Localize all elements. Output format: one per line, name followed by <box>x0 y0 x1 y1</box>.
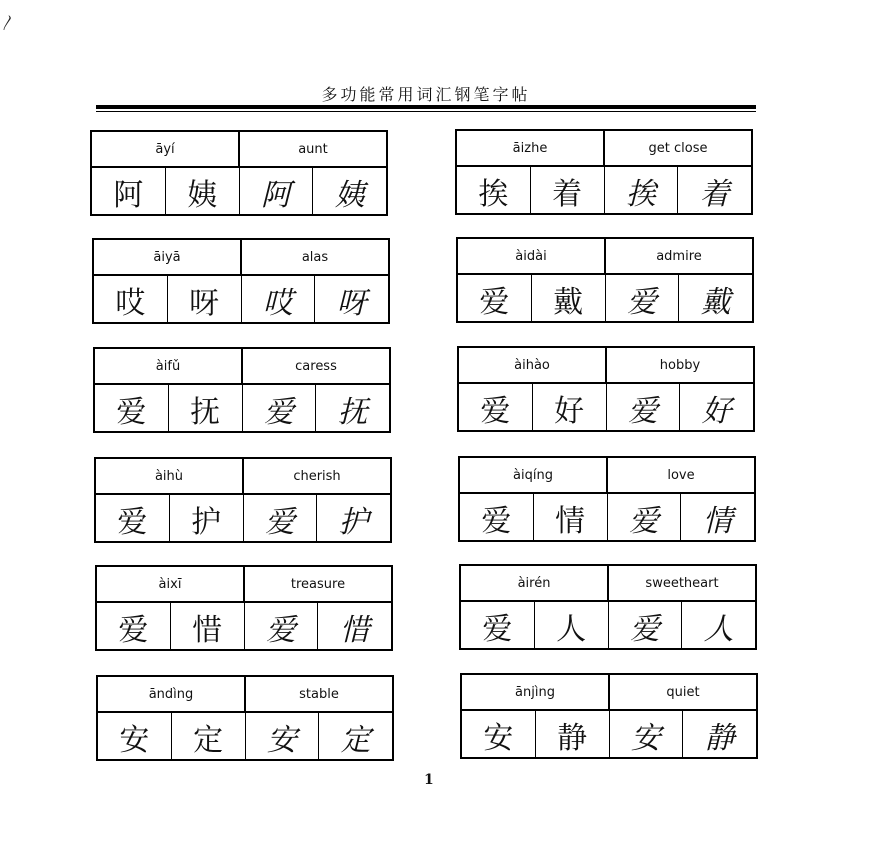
handwritten-char: 爱 <box>245 603 319 651</box>
english-label: quiet <box>666 684 700 700</box>
word-card <box>93 347 391 433</box>
pinyin-label: àihù <box>96 459 244 493</box>
print-char: 姨 <box>166 168 240 216</box>
english-label: get close <box>648 140 708 156</box>
page-title: 多功能常用词汇钢笔字帖 <box>321 85 531 104</box>
handwritten-char: 好 <box>701 394 732 429</box>
english-label: stable <box>299 686 339 702</box>
handwritten-char: 惜 <box>339 613 370 648</box>
pinyin-label: àirén <box>461 566 609 600</box>
page-header <box>96 78 756 118</box>
page-number: 1 <box>424 772 434 788</box>
print-char: 呀 <box>168 276 242 324</box>
english-label: alas <box>301 249 329 265</box>
print-char: 静 <box>536 711 610 759</box>
print-char: 爱 <box>460 494 534 542</box>
pinyin-label: āndìng <box>98 677 246 711</box>
pinyin-label: āyí <box>92 132 240 166</box>
print-char: 人 <box>535 602 609 650</box>
handwritten-char: 爱 <box>243 385 317 433</box>
handwritten-char: 抚 <box>337 395 368 430</box>
handwritten-char: 着 <box>699 177 730 212</box>
word-card <box>95 565 393 651</box>
handwritten-char: 情 <box>702 504 733 539</box>
english-label: admire <box>656 248 702 264</box>
handwritten-char: 定 <box>340 723 371 758</box>
word-card <box>92 238 390 324</box>
word-card <box>456 237 754 323</box>
handwritten-char: 爱 <box>607 384 681 432</box>
word-card <box>457 346 755 432</box>
pinyin-label: ānjìng <box>462 675 610 709</box>
pinyin-label: àixī <box>97 567 245 601</box>
word-card <box>459 564 757 650</box>
english-label: treasure <box>290 576 346 592</box>
print-char: 安 <box>462 711 536 759</box>
handwritten-char: 安 <box>246 713 320 761</box>
stray-mark: 〳 <box>0 13 17 32</box>
print-char: 哎 <box>94 276 168 324</box>
pinyin-label: āizhe <box>457 131 605 165</box>
print-char: 阿 <box>92 168 166 216</box>
word-card <box>458 456 756 542</box>
print-char: 爱 <box>96 495 170 543</box>
print-char: 挨 <box>457 167 531 215</box>
handwritten-char: 爱 <box>606 275 680 323</box>
word-card <box>455 129 753 215</box>
english-label: cherish <box>293 468 341 484</box>
handwritten-char: 戴 <box>700 285 731 320</box>
word-card <box>94 457 392 543</box>
pinyin-label: àidài <box>458 239 606 273</box>
print-char: 安 <box>98 713 172 761</box>
print-char: 戴 <box>532 275 606 323</box>
handwritten-char: 护 <box>338 505 369 540</box>
pinyin-label: àiqíng <box>460 458 608 492</box>
pinyin-label: àihào <box>459 348 607 382</box>
print-char: 好 <box>533 384 607 432</box>
handwritten-char: 姨 <box>334 178 365 213</box>
pinyin-label: àifǔ <box>95 349 243 383</box>
print-char: 护 <box>170 495 244 543</box>
english-label: aunt <box>298 141 328 157</box>
print-char: 抚 <box>169 385 243 433</box>
print-char: 定 <box>172 713 246 761</box>
handwritten-char: 静 <box>704 721 735 756</box>
handwritten-char: 安 <box>610 711 684 759</box>
header-rule-thin <box>96 111 756 112</box>
english-label: sweetheart <box>645 575 719 591</box>
print-char: 爱 <box>95 385 169 433</box>
print-char: 爱 <box>458 275 532 323</box>
print-char: 情 <box>534 494 608 542</box>
print-char: 惜 <box>171 603 245 651</box>
word-card <box>96 675 394 761</box>
print-char: 爱 <box>459 384 533 432</box>
handwritten-char: 哎 <box>242 276 316 324</box>
print-char: 爱 <box>97 603 171 651</box>
handwritten-char: 呀 <box>336 286 367 321</box>
print-char: 着 <box>531 167 605 215</box>
word-card <box>90 130 388 216</box>
header-rule-thick <box>96 105 756 109</box>
english-label: caress <box>295 358 337 374</box>
handwritten-char: 人 <box>703 612 734 647</box>
handwritten-char: 阿 <box>240 168 314 216</box>
handwritten-char: 爱 <box>609 602 683 650</box>
print-char: 爱 <box>461 602 535 650</box>
pinyin-label: āiyā <box>94 240 242 274</box>
handwritten-char: 爱 <box>608 494 682 542</box>
handwritten-char: 爱 <box>244 495 318 543</box>
english-label: love <box>667 467 695 483</box>
word-card <box>460 673 758 759</box>
handwritten-char: 挨 <box>605 167 679 215</box>
english-label: hobby <box>659 357 701 373</box>
